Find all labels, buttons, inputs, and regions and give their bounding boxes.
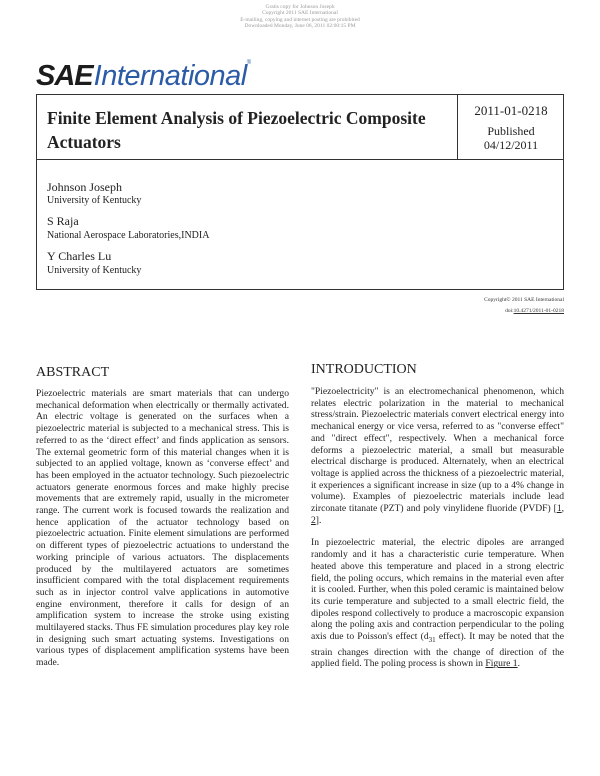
- author-affiliation: University of Kentucky: [47, 265, 142, 276]
- download-watermark: [0, 4, 600, 29]
- intro-p2-text-a: In piezoelectric material, the electric dipoles are arranged randomly and it has a characteristic curie temperature. When heated above this temperature and placed in a strong electric field, the poling occurs, which remains in the material even after it is cooled. Further, when this poled ceramic is maintained below its curie temperature and subjected to a small electric field, the dipoles respond collectively to produce a macroscopic expansion along the poling axis and contraction perpendicular to the poling axis due to Poisson's effect (d: [311, 537, 564, 643]
- author-affiliation: National Aerospace Laboratories,INDIA: [47, 230, 210, 241]
- copyright-notice: Copyright© 2011 SAE International: [484, 297, 564, 303]
- ref-separator: ,: [561, 503, 565, 515]
- author-name: Y Charles Lu: [47, 249, 112, 263]
- published-date: 04/12/2011: [483, 138, 539, 152]
- watermark-line: E-mailing, copying and internet posting are prohibited: [240, 16, 360, 23]
- ref-bracket-close: ].: [315, 514, 322, 526]
- author-name: Johnson Joseph: [47, 180, 123, 194]
- abstract-paragraph: Piezoelectric materials are smart materials that can undergo mechanical deformation when electrically or thermally activated. An electric voltage is generated on the surfaces when a piezoelectric material is subjected to a mechanical stress. This is referred to as the ‘direct effect’ and finds application as sensors. The external geometric form of this material changes when it is subjected to an applied voltage, known as ‘converse effect’ and has been employed in the actuator technology. Such piezoelectric actuators generate enormous forces and make highly precise movements that are extremely rapid, usually in the micrometer range. The current work is focused towards the realization and hence application of the actuator technology based on piezoelectric actuation. Finite element simulations are performed on different types of piezoelectric actuations to understand the working principle of various actuators. The displacements produced by the multilayered actuators are sometimes insufficient compared with the total displacement requirements such as in injector control valve applications in automotive engine environment, therefore it calls for design of an amplification system to increase the stroke using existing multilayered stacks. Thus FE simulation procedures play key role in designing such smart actuating systems. Investigations on various types of displacement amplification systems have been made.: [36, 388, 289, 669]
- abstract-heading: ABSTRACT: [36, 365, 110, 380]
- reference-link-2[interactable]: 2: [311, 514, 316, 526]
- logo-sae: SAE: [36, 60, 93, 92]
- d31-subscript: 31: [428, 635, 436, 644]
- intro-p2-end: .: [517, 658, 521, 670]
- figure-1-link[interactable]: Figure 1: [485, 658, 518, 670]
- published-label: Published: [487, 124, 535, 138]
- intro-p1-text: "Piezoelectricity" is an electromechanical phenomenon, which relates electric polarization in the material to mechanical stress/strain. Piezoelectric materials convert electrical energy into mechanical energy or vice versa, referred to as "converse effect" and "direct effect", respectively. When a mechanical force deforms a piezoelectric material, a small but measurable electrical discharge is produced. Alternately, when an electrical voltage is applied across the thickness of a piezoelectric material, it experiences a significant increase in size (up to a 4% change in volume). Examples of piezoelectric materials include lead zirconate titanate (PZT) and poly vinylidene fluoride (PVDF): [311, 386, 564, 515]
- doi-line: [300, 307, 564, 316]
- logo-international: International: [93, 60, 247, 92]
- published-info: [458, 124, 564, 152]
- introduction-heading: INTRODUCTION: [311, 362, 417, 377]
- doi-link[interactable]: 10.4271/2011-01-0218: [513, 308, 564, 314]
- intro-p2-text-b: effect). It may be noted that the strain changes direction with the change of direction of the applied field. The poling process is shown in: [311, 631, 564, 670]
- introduction-text: [311, 386, 564, 670]
- doi-prefix: doi:: [505, 308, 514, 314]
- abstract-text: [36, 388, 289, 669]
- paper-title: Finite Element Analysis of Piezoelectric Composite Actuators: [47, 108, 426, 152]
- watermark-line: Gratis copy for Johnson Joseph: [265, 4, 335, 10]
- author-name: S Raja: [47, 214, 79, 228]
- intro-paragraph-2: [311, 537, 564, 670]
- watermark-line: Copyright 2011 SAE International: [262, 10, 338, 17]
- author-affiliation: University of Kentucky: [47, 195, 142, 206]
- reference-link-1[interactable]: 1: [556, 503, 562, 515]
- sae-international-logo: [36, 60, 251, 94]
- paper-number: 2011-01-0218: [474, 103, 548, 118]
- intro-paragraph-1: [311, 386, 564, 526]
- logo-trademark: ®: [246, 60, 252, 66]
- ref-bracket-open: [: [550, 503, 557, 515]
- watermark-line: Downloaded Monday, June 06, 2011 02:00:15 PM: [244, 22, 356, 29]
